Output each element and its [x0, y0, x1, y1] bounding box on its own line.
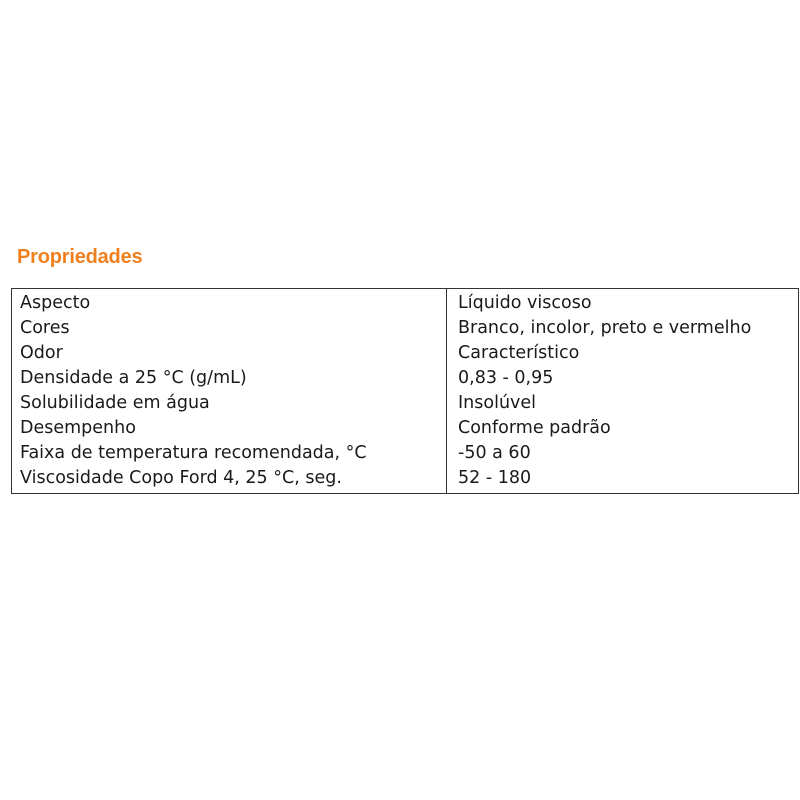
table-row: [12, 416, 799, 441]
table-row: [12, 366, 799, 391]
property-value: Branco, incolor, preto e vermelho: [447, 316, 799, 341]
table-row: [12, 316, 799, 341]
property-label: Faixa de temperatura recomendada, °C: [20, 443, 367, 463]
property-value: -50 a 60: [447, 441, 799, 466]
table-row: [12, 341, 799, 366]
property-value: Característico: [447, 341, 799, 366]
property-value: Conforme padrão: [447, 416, 799, 441]
properties-table: [11, 288, 799, 494]
property-label: Densidade a 25 °C (g/mL): [20, 368, 247, 388]
property-value: 0,83 - 0,95: [447, 366, 799, 391]
table-row: [12, 391, 799, 416]
property-label: Cores: [20, 318, 70, 338]
property-label: Aspecto: [20, 293, 91, 313]
property-value: Líquido viscoso: [447, 289, 799, 317]
property-label: Viscosidade Copo Ford 4, 25 °C, seg.: [20, 468, 342, 488]
property-label: Desempenho: [20, 418, 136, 438]
table-row: [12, 466, 799, 494]
section-heading: Propriedades: [17, 246, 143, 268]
property-label: Solubilidade em água: [20, 393, 210, 413]
property-value: Insolúvel: [447, 391, 799, 416]
table-row: [12, 441, 799, 466]
property-value: 52 - 180: [447, 466, 799, 494]
table-row: [12, 289, 799, 317]
property-label: Odor: [20, 343, 63, 363]
